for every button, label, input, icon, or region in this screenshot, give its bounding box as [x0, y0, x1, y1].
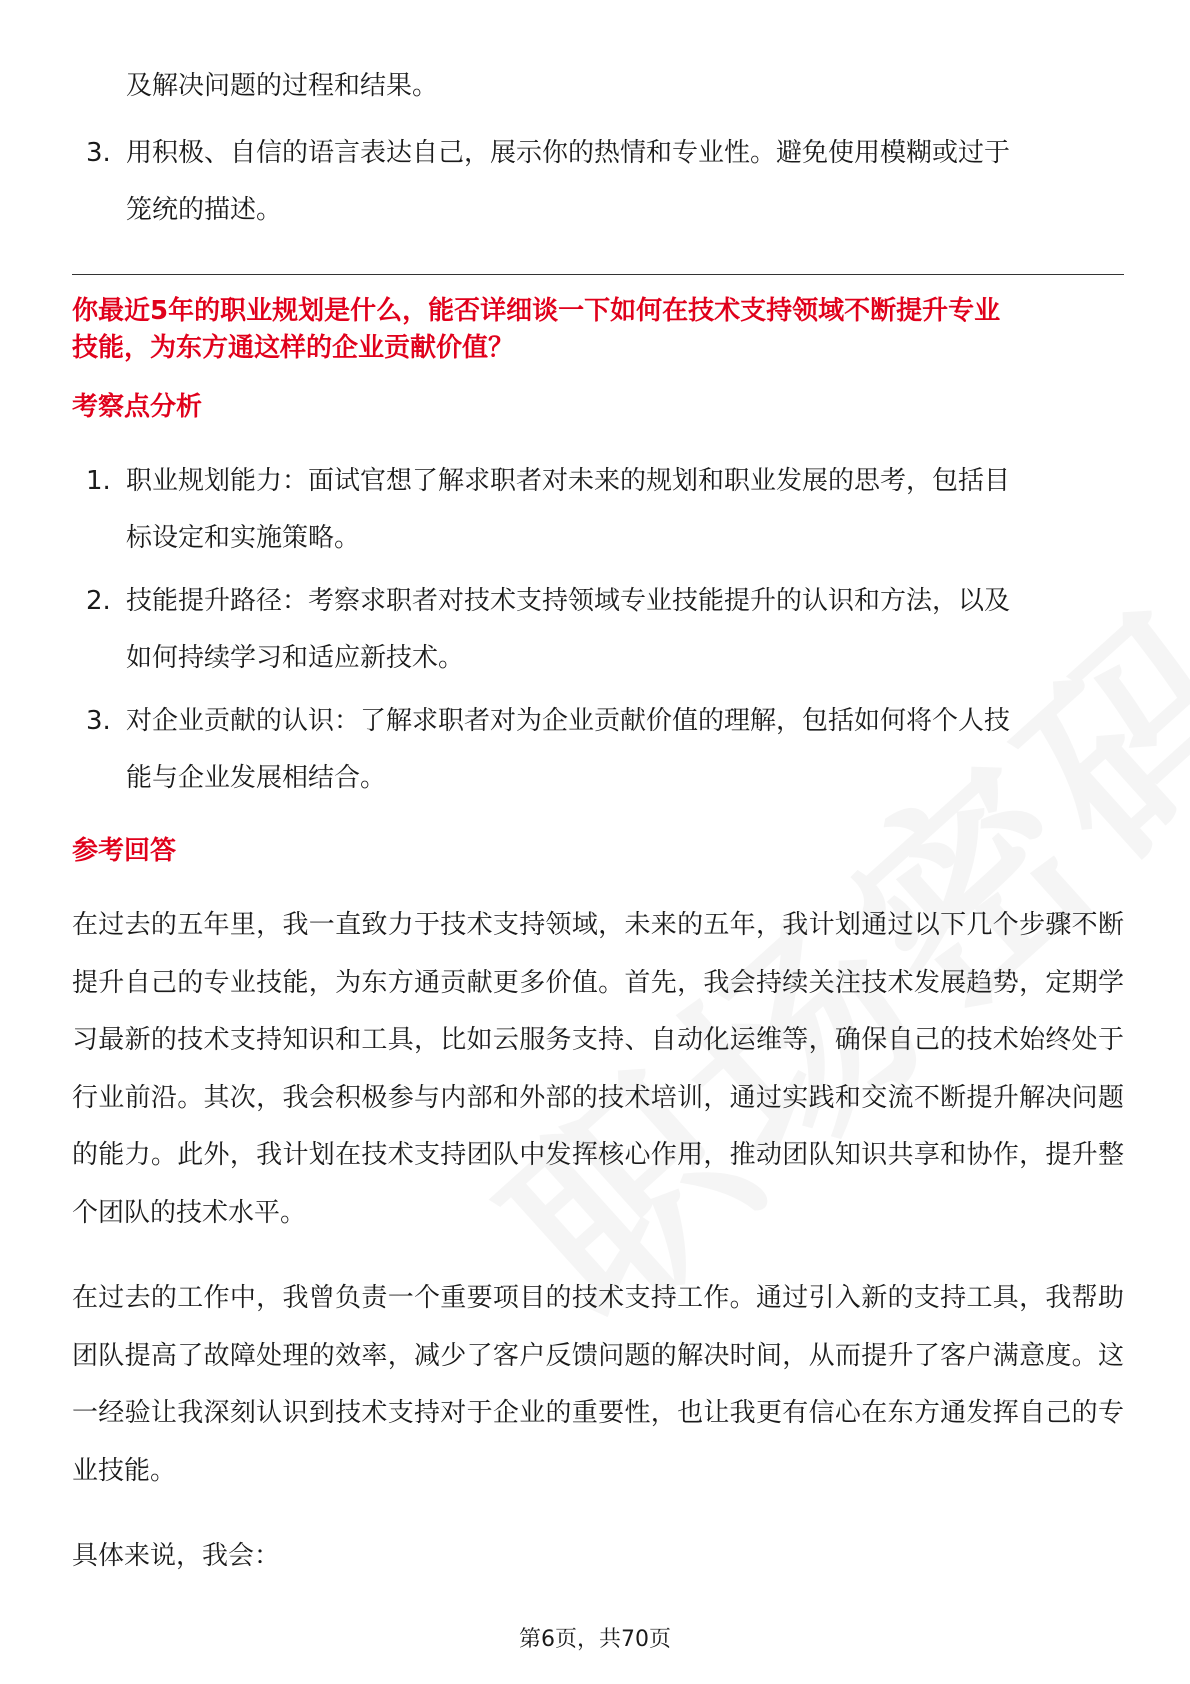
answer-paragraph: 在过去的工作中，我曾负责一个重要项目的技术支持工作。通过引入新的支持工具，我帮助团队提高了故障处理的效率，减少了客户反馈问题的解决时间，从而提升了客户满意度。这一经验让我深刻认识到技术支持对于企业的重要性，也让我更有信心在东方通发挥自己的专业技能。	[72, 1283, 1124, 1486]
list-item	[72, 453, 1124, 567]
list-item	[72, 693, 1124, 807]
list-item	[72, 573, 1124, 687]
question-line2: 技能，为东方通这样的企业贡献价值？	[72, 333, 515, 363]
list-number: 1.	[86, 466, 111, 496]
interview-question	[72, 293, 1124, 367]
answer-paragraph: 在过去的五年里，我一直致力于技术支持领域，未来的五年，我计划通过以下几个步骤不断提升自己的专业技能，为东方通贡献更多价值。首先，我会持续关注技术发展趋势，定期学习最新的技术支持知识和工具，比如云服务支持、自动化运维等，确保自己的技术始终处于行业前沿。其次，我会积极参与内部和外部的技术培训，通过实践和交流不断提升解决问题的能力。此外，我计划在技术支持团队中发挥核心作用，推动团队知识共享和协作，提升整个团队的技术水平。	[72, 910, 1124, 1228]
list-item-text-line1: 技能提升路径：考察求职者对技术支持领域专业技能提升的认识和方法，以及	[126, 586, 1011, 616]
list-item-text-line2: 笼统的描述。	[126, 195, 283, 225]
page-content	[72, 58, 1124, 1614]
list-item-text-line1: 对企业贡献的认识：了解求职者对为企业贡献价值的理解，包括如何将个人技	[126, 706, 1011, 736]
list-item-text-line2: 如何持续学习和适应新技术。	[126, 643, 465, 673]
page-number: 第6页，共70页	[519, 1627, 671, 1652]
list-item-continuation: 及解决问题的过程和结果。	[126, 71, 439, 101]
list-item-text-line2: 标设定和实施策略。	[126, 523, 361, 553]
question-line1: 你最近5年的职业规划是什么，能否详细谈一下如何在技术支持领域不断提升专业	[72, 296, 1001, 326]
list-item-text-line1: 用积极、自信的语言表达自己，展示你的热情和专业性。避免使用模糊或过于	[126, 138, 1011, 168]
list-number: 2.	[86, 586, 111, 616]
analysis-list	[72, 453, 1124, 807]
list-item	[72, 125, 1124, 239]
analysis-title: 考察点分析	[72, 392, 203, 422]
answer-paragraph: 具体来说，我会：	[72, 1541, 281, 1571]
list-number: 3.	[86, 138, 111, 168]
list-item-text-line2: 能与企业发展相结合。	[126, 763, 387, 793]
reference-title: 参考回答	[72, 836, 177, 866]
list-item-text-line1: 职业规划能力：面试官想了解求职者对未来的规划和职业发展的思考，包括目	[126, 466, 1011, 496]
list-number: 3.	[86, 706, 111, 736]
section-divider	[72, 274, 1124, 275]
